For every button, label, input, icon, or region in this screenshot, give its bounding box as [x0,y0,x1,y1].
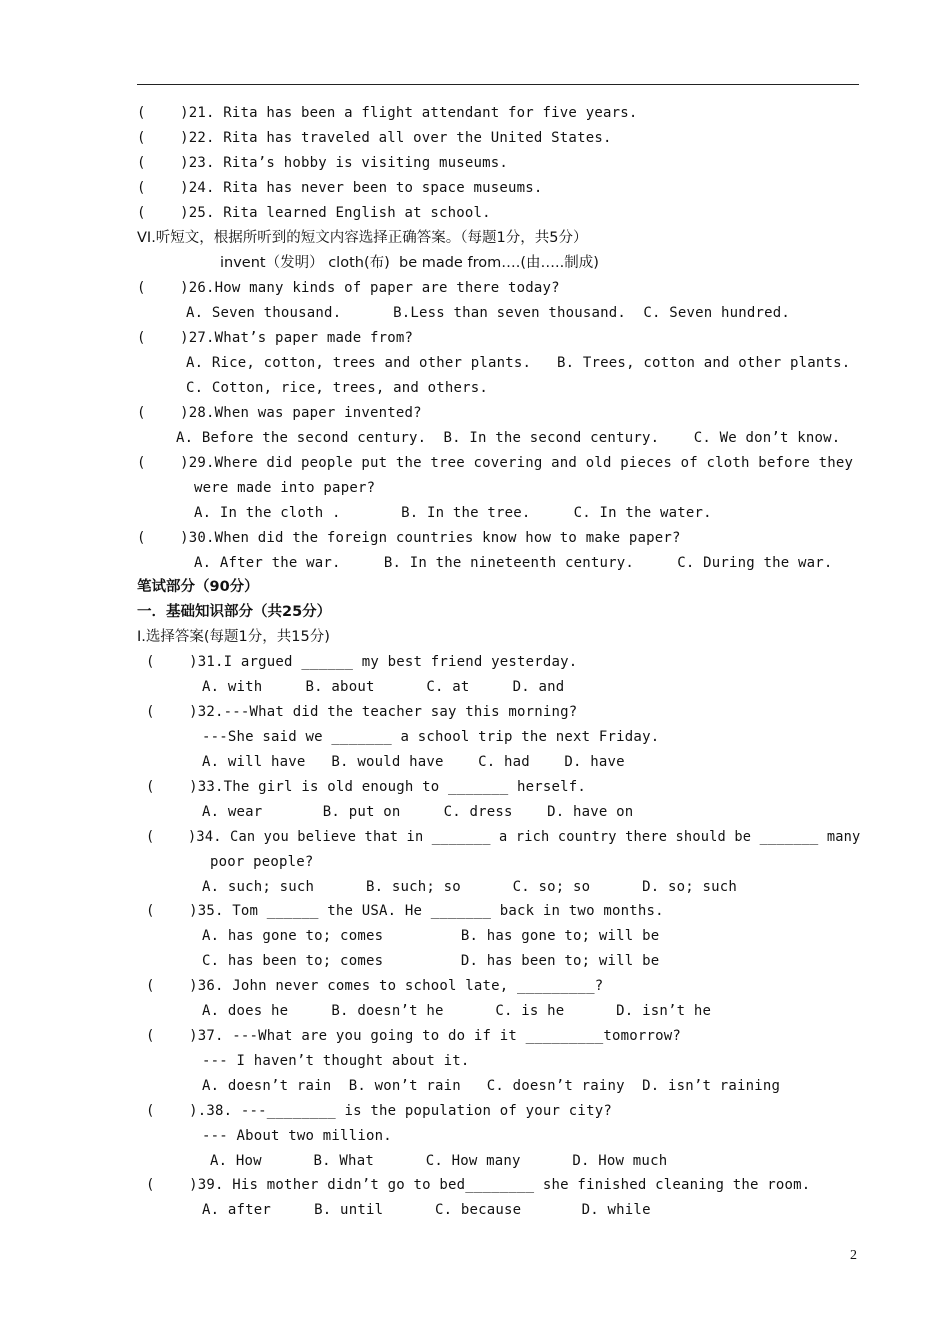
question-27-options-ab: A. Rice, cotton, trees and other plants. B. Trees, cotton and other plants. [186,355,851,371]
question-37-options: A. doesn’t rain B. won’t rain C. doesn’t rainy D. isn’t raining [202,1078,781,1094]
question-29-options: A. In the cloth . B. In the tree. C. In the water. [194,505,712,521]
question-26-options: A. Seven thousand. B.Less than seven thousand. C. Seven hundred. [186,305,791,321]
question-38-reply: --- About two million. [202,1128,392,1144]
question-32-options: A. will have B. would have C. had D. have [202,754,625,770]
question-33-options: A. wear B. put on C. dress D. have on [202,804,634,820]
question-37: ( )37. ---What are you going to do if it _________tomorrow? [146,1028,681,1044]
question-35-options-cd: C. has been to; comes D. has been to; will be [202,953,660,969]
written-part-heading: 笔试部分（90分） [137,579,259,595]
question-34-continued: poor people? [210,854,314,870]
question-34: ( )34. Can you believe that in _______ a rich country there should be _______ many [146,829,861,845]
question-35: ( )35. Tom ______ the USA. He _______ back in two months. [146,903,664,919]
question-36: ( )36. John never comes to school late, _________? [146,978,604,994]
vocabulary-hint: invent（发明） cloth(布) be made from….(由…..制成) [220,255,599,271]
question-29-continued: were made into paper? [194,480,376,496]
question-23: ( )23. Rita’s hobby is visiting museums. [137,155,509,171]
question-31-options: A. with B. about C. at D. and [202,679,565,695]
question-38: ( ).38. ---________ is the population of your city? [146,1103,612,1119]
header-rule [137,84,859,85]
question-28-options: A. Before the second century. B. In the second century. C. We don’t know. [176,430,841,446]
basic-knowledge-heading: 一．基础知识部分（共25分） [137,604,332,620]
question-31: ( )31.I argued ______ my best friend yesterday. [146,654,578,670]
question-36-options: A. does he B. doesn’t he C. is he D. isn’t he [202,1003,712,1019]
question-24: ( )24. Rita has never been to space museums. [137,180,543,196]
question-21: ( )21. Rita has been a flight attendant for five years. [137,105,638,121]
question-37-reply: --- I haven’t thought about it. [202,1053,470,1069]
question-38-options: A. How B. What C. How many D. How much [210,1153,668,1169]
question-30: ( )30.When did the foreign countries know how to make paper? [137,530,681,546]
question-39-options: A. after B. until C. because D. while [202,1202,651,1218]
question-35-options-ab: A. has gone to; comes B. has gone to; will be [202,928,660,944]
page-number: 2 [850,1248,857,1263]
section-i-heading: I.选择答案(每题1分，共15分) [137,629,330,645]
question-26: ( )26.How many kinds of paper are there today? [137,280,560,296]
question-22: ( )22. Rita has traveled all over the United States. [137,130,612,146]
question-32-reply: ---She said we _______ a school trip the next Friday. [202,729,660,745]
question-29: ( )29.Where did people put the tree covering and old pieces of cloth before they [137,455,854,471]
question-27: ( )27.What’s paper made from? [137,330,414,346]
question-32: ( )32.---What did the teacher say this morning? [146,704,578,720]
question-34-options: A. such; such B. such; so C. so; so D. so; such [202,879,737,895]
question-39: ( )39. His mother didn’t go to bed________ she finished cleaning the room. [146,1177,811,1193]
section-vi-heading: VI.听短文，根据所听到的短文内容选择正确答案。（每题1分，共5分） [137,230,588,246]
question-30-options: A. After the war. B. In the nineteenth century. C. During the war. [194,555,833,571]
question-27-options-c: C. Cotton, rice, trees, and others. [186,380,489,396]
question-28: ( )28.When was paper invented? [137,405,422,421]
question-33: ( )33.The girl is old enough to _______ herself. [146,779,587,795]
question-25: ( )25. Rita learned English at school. [137,205,491,221]
